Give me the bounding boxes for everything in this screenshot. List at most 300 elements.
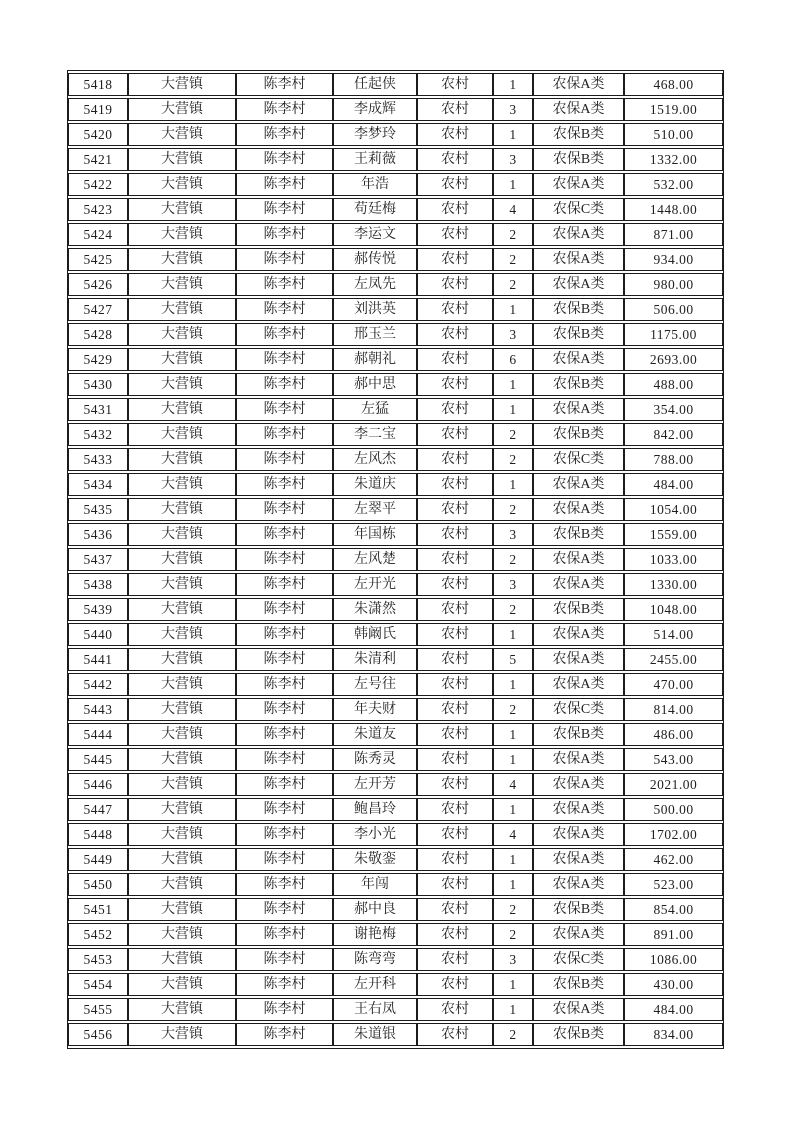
cell-village: 陈李村 [236,398,333,421]
cell-serial-number: 5436 [68,523,128,546]
cell-town: 大营镇 [128,273,236,296]
cell-town: 大营镇 [128,173,236,196]
cell-person-name: 左开芳 [333,773,417,796]
table-row [68,98,723,121]
cell-person-count: 6 [493,348,533,371]
cell-household-type: 农村 [417,323,493,346]
cell-serial-number: 5433 [68,448,128,471]
cell-person-count: 4 [493,198,533,221]
cell-insurance-category: 农保C类 [533,448,624,471]
cell-insurance-category: 农保B类 [533,148,624,171]
cell-household-type: 农村 [417,548,493,571]
cell-village: 陈李村 [236,898,333,921]
cell-household-type: 农村 [417,798,493,821]
cell-household-type: 农村 [417,623,493,646]
cell-person-name: 年闯 [333,873,417,896]
cell-person-name: 李运文 [333,223,417,246]
cell-serial-number: 5453 [68,948,128,971]
records-table-container [67,70,724,1049]
cell-household-type: 农村 [417,98,493,121]
cell-person-count: 2 [493,548,533,571]
table-row [68,823,723,846]
cell-village: 陈李村 [236,973,333,996]
cell-serial-number: 5421 [68,148,128,171]
cell-serial-number: 5444 [68,723,128,746]
cell-amount: 486.00 [624,723,723,746]
cell-village: 陈李村 [236,448,333,471]
cell-person-name: 郝朝礼 [333,348,417,371]
cell-town: 大营镇 [128,423,236,446]
cell-person-count: 1 [493,873,533,896]
cell-village: 陈李村 [236,798,333,821]
cell-serial-number: 5447 [68,798,128,821]
cell-household-type: 农村 [417,123,493,146]
cell-village: 陈李村 [236,523,333,546]
cell-person-count: 1 [493,998,533,1021]
cell-household-type: 农村 [417,473,493,496]
table-row [68,748,723,771]
table-row [68,1023,723,1046]
cell-insurance-category: 农保A类 [533,998,624,1021]
cell-town: 大营镇 [128,98,236,121]
cell-person-count: 3 [493,98,533,121]
cell-insurance-category: 农保A类 [533,273,624,296]
cell-person-name: 谢艳梅 [333,923,417,946]
table-row [68,148,723,171]
cell-insurance-category: 农保B类 [533,123,624,146]
cell-amount: 2021.00 [624,773,723,796]
cell-amount: 891.00 [624,923,723,946]
cell-person-count: 1 [493,798,533,821]
cell-person-count: 3 [493,148,533,171]
cell-person-count: 3 [493,948,533,971]
cell-serial-number: 5429 [68,348,128,371]
cell-household-type: 农村 [417,973,493,996]
cell-person-count: 2 [493,923,533,946]
cell-insurance-category: 农保C类 [533,948,624,971]
cell-serial-number: 5428 [68,323,128,346]
cell-town: 大营镇 [128,973,236,996]
cell-amount: 468.00 [624,73,723,96]
cell-serial-number: 5454 [68,973,128,996]
cell-person-name: 朱道银 [333,1023,417,1046]
cell-serial-number: 5434 [68,473,128,496]
cell-person-name: 鲍昌玲 [333,798,417,821]
cell-village: 陈李村 [236,773,333,796]
cell-person-count: 2 [493,1023,533,1046]
cell-town: 大营镇 [128,823,236,846]
table-row [68,873,723,896]
table-row [68,248,723,271]
table-row [68,798,723,821]
cell-amount: 854.00 [624,898,723,921]
cell-insurance-category: 农保A类 [533,473,624,496]
cell-village: 陈李村 [236,573,333,596]
cell-insurance-category: 农保A类 [533,823,624,846]
cell-town: 大营镇 [128,598,236,621]
cell-person-count: 4 [493,823,533,846]
cell-person-count: 2 [493,448,533,471]
cell-person-count: 2 [493,423,533,446]
cell-village: 陈李村 [236,173,333,196]
cell-amount: 1330.00 [624,573,723,596]
cell-amount: 1559.00 [624,523,723,546]
cell-village: 陈李村 [236,848,333,871]
cell-amount: 1519.00 [624,98,723,121]
cell-serial-number: 5442 [68,673,128,696]
cell-person-name: 左开光 [333,573,417,596]
cell-person-name: 李小光 [333,823,417,846]
cell-person-name: 陈弯弯 [333,948,417,971]
cell-household-type: 农村 [417,673,493,696]
cell-person-name: 朱清利 [333,648,417,671]
cell-amount: 430.00 [624,973,723,996]
cell-person-name: 左凤先 [333,273,417,296]
cell-town: 大营镇 [128,748,236,771]
cell-person-name: 年国栋 [333,523,417,546]
cell-household-type: 农村 [417,498,493,521]
cell-insurance-category: 农保A类 [533,248,624,271]
cell-insurance-category: 农保B类 [533,323,624,346]
cell-town: 大营镇 [128,648,236,671]
cell-village: 陈李村 [236,673,333,696]
cell-town: 大营镇 [128,248,236,271]
cell-serial-number: 5446 [68,773,128,796]
cell-serial-number: 5435 [68,498,128,521]
cell-insurance-category: 农保B类 [533,898,624,921]
cell-serial-number: 5439 [68,598,128,621]
cell-town: 大营镇 [128,773,236,796]
cell-town: 大营镇 [128,323,236,346]
cell-serial-number: 5419 [68,98,128,121]
cell-person-name: 左风楚 [333,548,417,571]
cell-town: 大营镇 [128,348,236,371]
cell-person-count: 2 [493,498,533,521]
table-row [68,198,723,221]
cell-household-type: 农村 [417,598,493,621]
cell-serial-number: 5431 [68,398,128,421]
cell-town: 大营镇 [128,1023,236,1046]
cell-amount: 354.00 [624,398,723,421]
cell-person-name: 王莉薇 [333,148,417,171]
cell-town: 大营镇 [128,723,236,746]
cell-amount: 834.00 [624,1023,723,1046]
cell-person-name: 左风杰 [333,448,417,471]
cell-household-type: 农村 [417,1023,493,1046]
cell-person-count: 1 [493,748,533,771]
cell-town: 大营镇 [128,573,236,596]
cell-village: 陈李村 [236,73,333,96]
cell-village: 陈李村 [236,598,333,621]
cell-person-name: 任起侠 [333,73,417,96]
cell-insurance-category: 农保A类 [533,773,624,796]
cell-amount: 1054.00 [624,498,723,521]
cell-town: 大营镇 [128,873,236,896]
cell-amount: 484.00 [624,473,723,496]
cell-amount: 1048.00 [624,598,723,621]
cell-village: 陈李村 [236,198,333,221]
cell-household-type: 农村 [417,73,493,96]
cell-serial-number: 5455 [68,998,128,1021]
cell-person-name: 刘洪英 [333,298,417,321]
cell-person-name: 左翠平 [333,498,417,521]
cell-household-type: 农村 [417,248,493,271]
cell-amount: 1175.00 [624,323,723,346]
cell-town: 大营镇 [128,498,236,521]
cell-amount: 1033.00 [624,548,723,571]
cell-town: 大营镇 [128,73,236,96]
cell-serial-number: 5449 [68,848,128,871]
cell-town: 大营镇 [128,223,236,246]
cell-person-name: 朱道庆 [333,473,417,496]
cell-serial-number: 5420 [68,123,128,146]
table-row [68,73,723,96]
cell-person-count: 3 [493,573,533,596]
cell-insurance-category: 农保A类 [533,673,624,696]
cell-household-type: 农村 [417,873,493,896]
table-row [68,948,723,971]
cell-household-type: 农村 [417,723,493,746]
cell-town: 大营镇 [128,148,236,171]
cell-person-count: 1 [493,73,533,96]
cell-serial-number: 5450 [68,873,128,896]
cell-village: 陈李村 [236,123,333,146]
cell-person-count: 1 [493,173,533,196]
cell-household-type: 农村 [417,648,493,671]
cell-insurance-category: 农保A类 [533,173,624,196]
cell-town: 大营镇 [128,698,236,721]
pension-records-table [67,70,724,1049]
cell-household-type: 农村 [417,173,493,196]
table-row [68,698,723,721]
cell-insurance-category: 农保A类 [533,398,624,421]
cell-village: 陈李村 [236,948,333,971]
cell-serial-number: 5425 [68,248,128,271]
cell-person-name: 年夫财 [333,698,417,721]
cell-person-count: 1 [493,298,533,321]
table-row [68,673,723,696]
cell-village: 陈李村 [236,148,333,171]
cell-amount: 532.00 [624,173,723,196]
cell-household-type: 农村 [417,423,493,446]
cell-village: 陈李村 [236,748,333,771]
table-row [68,223,723,246]
cell-household-type: 农村 [417,848,493,871]
cell-person-count: 1 [493,398,533,421]
cell-village: 陈李村 [236,648,333,671]
cell-serial-number: 5438 [68,573,128,596]
cell-village: 陈李村 [236,248,333,271]
table-row [68,598,723,621]
cell-person-name: 年浩 [333,173,417,196]
cell-amount: 2455.00 [624,648,723,671]
cell-household-type: 农村 [417,898,493,921]
cell-village: 陈李村 [236,823,333,846]
cell-household-type: 农村 [417,523,493,546]
cell-town: 大营镇 [128,923,236,946]
cell-town: 大营镇 [128,898,236,921]
cell-serial-number: 5441 [68,648,128,671]
cell-amount: 484.00 [624,998,723,1021]
table-row [68,723,723,746]
cell-amount: 523.00 [624,873,723,896]
table-row [68,973,723,996]
cell-serial-number: 5456 [68,1023,128,1046]
cell-amount: 934.00 [624,248,723,271]
cell-village: 陈李村 [236,723,333,746]
table-row [68,123,723,146]
cell-serial-number: 5445 [68,748,128,771]
cell-amount: 500.00 [624,798,723,821]
cell-town: 大营镇 [128,673,236,696]
cell-insurance-category: 农保B类 [533,598,624,621]
cell-amount: 1086.00 [624,948,723,971]
cell-town: 大营镇 [128,298,236,321]
cell-town: 大营镇 [128,373,236,396]
cell-amount: 514.00 [624,623,723,646]
table-row [68,348,723,371]
cell-amount: 980.00 [624,273,723,296]
cell-person-count: 3 [493,523,533,546]
table-row [68,648,723,671]
table-row [68,448,723,471]
cell-person-count: 1 [493,973,533,996]
cell-amount: 842.00 [624,423,723,446]
cell-person-name: 李成辉 [333,98,417,121]
cell-insurance-category: 农保A类 [533,873,624,896]
cell-person-name: 李二宝 [333,423,417,446]
cell-person-count: 2 [493,248,533,271]
table-row [68,273,723,296]
cell-household-type: 农村 [417,948,493,971]
cell-village: 陈李村 [236,998,333,1021]
cell-person-name: 王右凤 [333,998,417,1021]
cell-town: 大营镇 [128,948,236,971]
cell-serial-number: 5427 [68,298,128,321]
cell-amount: 462.00 [624,848,723,871]
table-row [68,773,723,796]
cell-amount: 470.00 [624,673,723,696]
cell-insurance-category: 农保A类 [533,223,624,246]
cell-amount: 1448.00 [624,198,723,221]
cell-amount: 871.00 [624,223,723,246]
cell-village: 陈李村 [236,548,333,571]
cell-person-name: 陈秀灵 [333,748,417,771]
cell-insurance-category: 农保A类 [533,498,624,521]
cell-village: 陈李村 [236,223,333,246]
cell-person-name: 左猛 [333,398,417,421]
cell-person-count: 1 [493,373,533,396]
cell-household-type: 农村 [417,998,493,1021]
cell-serial-number: 5426 [68,273,128,296]
cell-serial-number: 5430 [68,373,128,396]
cell-town: 大营镇 [128,473,236,496]
cell-household-type: 农村 [417,148,493,171]
cell-town: 大营镇 [128,848,236,871]
cell-serial-number: 5440 [68,623,128,646]
cell-household-type: 农村 [417,273,493,296]
cell-household-type: 农村 [417,448,493,471]
table-row [68,323,723,346]
cell-amount: 788.00 [624,448,723,471]
cell-household-type: 农村 [417,373,493,396]
cell-insurance-category: 农保A类 [533,348,624,371]
table-row [68,623,723,646]
cell-household-type: 农村 [417,398,493,421]
cell-insurance-category: 农保A类 [533,748,624,771]
cell-household-type: 农村 [417,573,493,596]
cell-village: 陈李村 [236,423,333,446]
cell-insurance-category: 农保A类 [533,573,624,596]
cell-serial-number: 5432 [68,423,128,446]
cell-person-name: 朱敬銮 [333,848,417,871]
cell-household-type: 农村 [417,698,493,721]
cell-amount: 814.00 [624,698,723,721]
table-row [68,498,723,521]
cell-town: 大营镇 [128,623,236,646]
cell-serial-number: 5451 [68,898,128,921]
cell-person-count: 1 [493,473,533,496]
cell-village: 陈李村 [236,623,333,646]
cell-person-name: 左号往 [333,673,417,696]
cell-person-count: 1 [493,673,533,696]
cell-person-name: 韩阚氏 [333,623,417,646]
cell-serial-number: 5443 [68,698,128,721]
cell-insurance-category: 农保B类 [533,373,624,396]
cell-serial-number: 5424 [68,223,128,246]
table-row [68,898,723,921]
cell-person-name: 郝中良 [333,898,417,921]
cell-serial-number: 5437 [68,548,128,571]
cell-amount: 510.00 [624,123,723,146]
cell-town: 大营镇 [128,398,236,421]
cell-town: 大营镇 [128,998,236,1021]
cell-insurance-category: 农保B类 [533,723,624,746]
cell-village: 陈李村 [236,348,333,371]
cell-person-count: 2 [493,898,533,921]
cell-household-type: 农村 [417,823,493,846]
cell-person-count: 1 [493,723,533,746]
cell-serial-number: 5422 [68,173,128,196]
cell-village: 陈李村 [236,873,333,896]
cell-household-type: 农村 [417,748,493,771]
table-row [68,173,723,196]
cell-town: 大营镇 [128,523,236,546]
cell-person-name: 左开科 [333,973,417,996]
table-row [68,923,723,946]
cell-household-type: 农村 [417,773,493,796]
cell-amount: 1332.00 [624,148,723,171]
cell-village: 陈李村 [236,323,333,346]
cell-person-count: 2 [493,698,533,721]
cell-town: 大营镇 [128,798,236,821]
cell-village: 陈李村 [236,273,333,296]
cell-serial-number: 5418 [68,73,128,96]
cell-person-count: 1 [493,123,533,146]
cell-town: 大营镇 [128,123,236,146]
cell-person-count: 1 [493,848,533,871]
cell-insurance-category: 农保A类 [533,73,624,96]
cell-person-name: 李梦玲 [333,123,417,146]
cell-insurance-category: 农保B类 [533,973,624,996]
cell-household-type: 农村 [417,223,493,246]
table-row [68,523,723,546]
cell-person-name: 邢玉兰 [333,323,417,346]
cell-insurance-category: 农保A类 [533,623,624,646]
cell-insurance-category: 农保C类 [533,698,624,721]
cell-village: 陈李村 [236,373,333,396]
cell-person-count: 4 [493,773,533,796]
